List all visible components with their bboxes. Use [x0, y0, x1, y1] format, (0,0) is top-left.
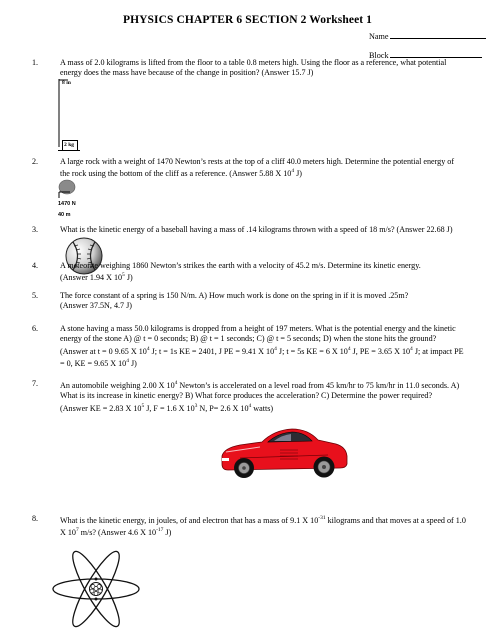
- atom-icon: [50, 545, 142, 633]
- question-number: 8.: [32, 514, 39, 523]
- question-text: A large rock with a weight of 1470 Newton’s rests at the top of a cliff 40.0 meters high. Determine the potential energy of: [60, 157, 455, 166]
- question-text: J): [128, 359, 137, 369]
- electron: [95, 598, 98, 601]
- exponent: 4: [291, 168, 295, 175]
- question-text: What is the kinetic energy of a baseball having a mass of .14 kilograms thrown with a speed of 18 m/s? (Answer 22.68 J): [60, 225, 453, 234]
- question-text: watts): [251, 403, 274, 413]
- exponent: 4: [174, 380, 178, 386]
- question-text: A meteorite weighing 1860 Newton’s strikes the earth with a velocity of 45.2 m/s. Determine its kinetic energy.: [60, 261, 421, 270]
- exponent: 4: [274, 345, 277, 352]
- block-label: Block: [369, 51, 389, 60]
- question-number: 2.: [32, 157, 39, 166]
- question-text: J): [124, 273, 133, 283]
- question-number: 1.: [32, 58, 39, 67]
- exponent: -17: [156, 527, 164, 534]
- question-text: An automobile weighing 2.00 X 10: [60, 381, 175, 390]
- name-label: Name: [369, 32, 389, 41]
- nucleus: [90, 583, 103, 596]
- exponent: 5: [141, 402, 145, 409]
- question-text: Newton’s is accelerated on a level road from 45 km/hr to 75 km/hr in 11.0 seconds. A): [177, 381, 460, 390]
- question-text: = 0, KE = 9.65 X 10: [60, 359, 127, 369]
- question-text: J; at impact PE: [412, 346, 464, 356]
- question-text: kilograms and that moves at a speed of 1.0: [325, 516, 466, 525]
- exponent: 4: [410, 345, 413, 352]
- question-text: N, P= 2.6 X 10: [197, 403, 249, 413]
- cliff-height-label: 40 m: [58, 212, 71, 218]
- question-text: the rock using the bottom of the cliff as a reference. (Answer 5.88 X 10: [60, 169, 292, 179]
- page-title: PHYSICS CHAPTER 6 SECTION 2 Worksheet 1: [122, 14, 373, 26]
- question-text: The force constant of a spring is 150 N/m. A) How much work is done on the spring in if it is moved .25m?: [60, 291, 409, 300]
- question-text: J; t = 5s KE = 6 X 10: [276, 346, 348, 356]
- question-number: 5.: [32, 291, 39, 300]
- red-sports-car-icon: [218, 420, 350, 482]
- question-text: (Answer KE = 2.83 X 10: [60, 403, 142, 413]
- mass-label: 2 kg: [64, 142, 75, 148]
- question-number: 7.: [32, 379, 39, 388]
- exponent: 4: [126, 358, 129, 365]
- question-text: A mass of 2.0 kilograms is lifted from the floor to a table 0.8 meters high. Using the floor as a reference, what potential: [60, 58, 447, 67]
- name-field[interactable]: [369, 30, 486, 41]
- question-number: 3.: [32, 225, 39, 234]
- exponent: 4: [347, 345, 351, 352]
- question-text: What is the kinetic energy, in joules, of and electron that has a mass of 9.1 X 10: [60, 516, 319, 525]
- cliff-edge: [58, 192, 61, 199]
- question-text: energy of the stone A) @ t = 0 seconds; B) @ t = 1 seconds; C) @ t = 5 seconds; D) when the stone hits the ground?: [60, 334, 437, 344]
- question-text: What is its increase in kinetic energy? B) What force produces the acceleration? C) Determine the power required?: [60, 391, 433, 401]
- rock-weight-label: 1470 N: [58, 201, 76, 207]
- exponent: 4: [248, 402, 252, 409]
- question-text: J; t = 1s KE = 2401, J PE = 9.41 X 10: [149, 346, 275, 356]
- exponent: 4: [146, 345, 150, 352]
- question-text: J, F = 1.6 X 10: [144, 403, 195, 413]
- question-text: J): [163, 528, 172, 538]
- question-text: J, PE = 3.65 X 10: [350, 346, 411, 356]
- table-height-label: 8 m: [62, 80, 71, 86]
- electron: [95, 578, 98, 581]
- exponent: 7: [75, 527, 79, 534]
- exponent: 3: [194, 402, 198, 409]
- exponent: 5: [122, 272, 125, 279]
- question-text: (Answer 1.94 X 10: [60, 273, 123, 283]
- question-text: energy does the mass have because of the change in position? (Answer 15.7 J): [60, 68, 314, 78]
- front-wheel: [234, 458, 254, 478]
- question-text: X 10: [60, 528, 76, 538]
- rear-wheel: [314, 457, 335, 478]
- question-number: 6.: [32, 324, 39, 333]
- question-text: (Answer 37.5N, 4.7 J): [60, 301, 132, 311]
- question-text: A stone having a mass 50.0 kilograms is dropped from a height of 197 meters. What is the potential energy and the kinetic: [60, 324, 456, 333]
- question-text: J): [294, 169, 302, 179]
- question-number: 4.: [32, 261, 39, 270]
- exponent: -31: [318, 515, 326, 521]
- question-text: (Answer at t = 0 9.65 X 10: [60, 346, 147, 356]
- question-text: m/s? (Answer 4.6 X 10: [78, 528, 157, 538]
